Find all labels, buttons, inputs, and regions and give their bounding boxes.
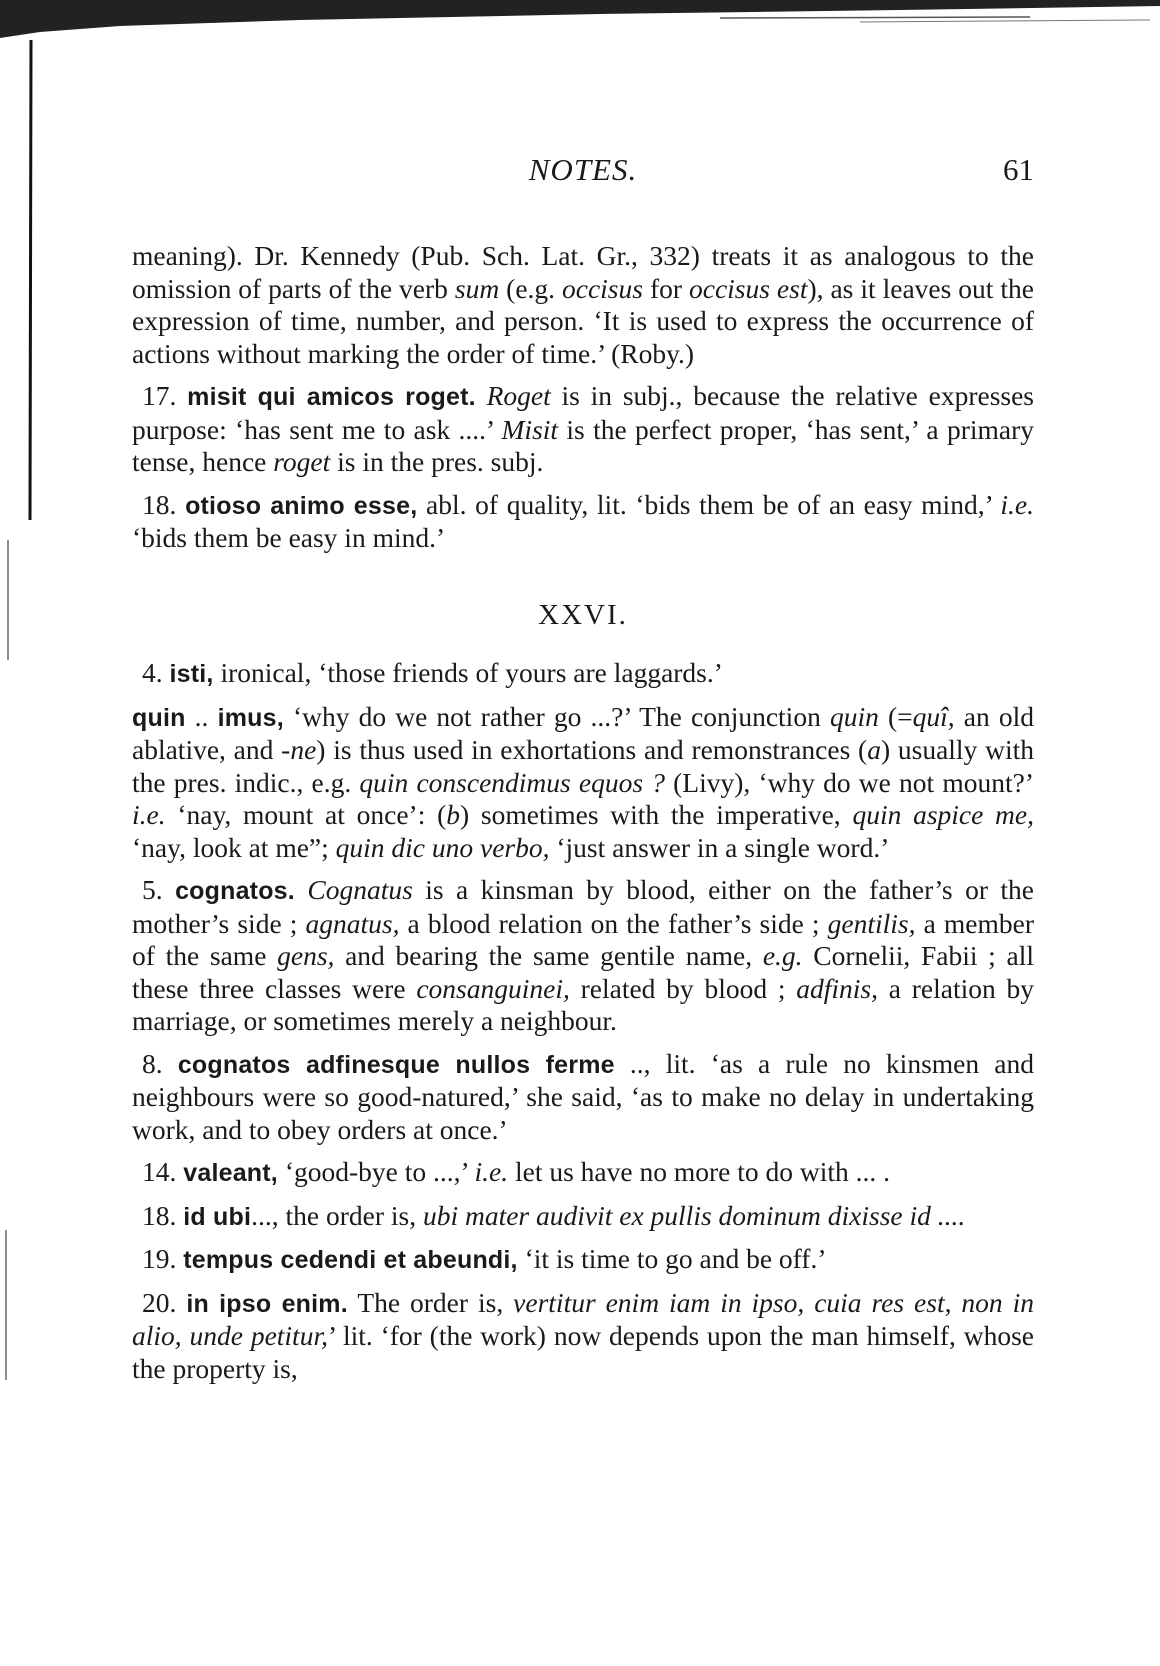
body-text: The order is, (347, 1286, 514, 1318)
lemma-text: quin (132, 703, 186, 732)
italic-text: quin (829, 700, 879, 732)
note-paragraph (132, 657, 1034, 691)
body-text: ‘bids them be easy in mind.’ (132, 522, 446, 553)
italic-text: vertitur enim iam in ipso, cuia res est, non in alio, unde petitur, (132, 1286, 1034, 1351)
section-heading: XXVI. (538, 598, 628, 631)
body-text (476, 380, 487, 411)
line-number: 5. (142, 874, 163, 905)
italic-text: ubi mater audivit ex pullis dominum dixisse id .... (422, 1199, 966, 1231)
italic-text: gens, (277, 940, 335, 971)
italic-text: -ne (281, 734, 317, 765)
italic-text: Misit (501, 413, 559, 445)
line-number: 18. (142, 488, 177, 520)
body-text: a member of the same (132, 907, 1034, 971)
italic-text: i.e. (1000, 488, 1034, 520)
body-text: ‘why do we not rather go ...?’ The conjunction (283, 700, 830, 732)
italic-text: quin aspice me, (852, 799, 1034, 830)
italic-text: b (446, 799, 460, 830)
line-number: 4. (142, 657, 163, 688)
page-number: 61 (1003, 152, 1034, 187)
italic-text: sum (454, 272, 500, 304)
body-text: abl. of quality, lit. ‘bids them be of an easy mind,’ (417, 488, 1001, 520)
body-text: for (642, 272, 689, 304)
italic-text: quî, (912, 700, 955, 732)
body-text: ..., the order is, (251, 1199, 423, 1231)
body-text: .., lit. ‘as a rule no kinsmen and neighbours were so good-natured,’ she said, ‘as to make no delay in undertaking work, and to obey orders at once.’ (132, 1047, 1035, 1145)
body-text: meaning). Dr. Kennedy (Pub. Sch. Lat. Gr., 332) treats it as analogous to the omission of parts of the verb (132, 240, 1034, 304)
italic-text: Cognatus (307, 874, 413, 905)
lemma-text: imus, (217, 703, 284, 732)
lemma-text: otioso animo esse, (185, 491, 418, 520)
note-paragraph (132, 1243, 1034, 1277)
body-text: let us have no more to do with ... . (508, 1156, 890, 1187)
running-title: NOTES. (528, 152, 638, 187)
body-text: ) usually with the pres. indic., e.g. (132, 734, 1034, 798)
lemma-text: misit qui amicos roget. (187, 383, 476, 411)
italic-text: Roget (486, 380, 551, 411)
body-text: ‘good-bye to ...,’ (277, 1156, 475, 1187)
lemma-text: isti, (169, 660, 214, 688)
body-text: ) sometimes with the imperative, (460, 799, 853, 830)
body-text: and bearing the same gentile name, (334, 940, 763, 971)
italic-text: quin dic uno verbo, (335, 831, 550, 863)
note-paragraph (132, 489, 1034, 555)
body-text: Cornelii, Fabii ; all these three classes were (132, 940, 1034, 1004)
line-number: 18. (142, 1199, 177, 1231)
italic-text: a (867, 734, 881, 765)
body-text: is a kinsman by blood, either on the father’s or the mother’s side ; (132, 874, 1035, 939)
body-text: a relation by marriage, or sometimes merely a neighbour. (132, 972, 1034, 1036)
note-paragraph (132, 380, 1034, 479)
lemma-text: cognatos. (175, 877, 295, 905)
italic-text: occisus est (688, 272, 808, 304)
italic-text: quin conscendimus equos ? (359, 766, 665, 798)
line-number: 14. (142, 1156, 177, 1187)
note-paragraph (132, 1156, 1034, 1190)
italic-text: agnatus, (305, 907, 400, 939)
scan-top-edge (0, 0, 1160, 40)
note-paragraph (132, 1048, 1034, 1147)
line-number: 20. (142, 1286, 177, 1318)
body-text: a blood relation on the father’s side ; (399, 907, 828, 939)
lemma-text: tempus cedendi et abeundi, (183, 1246, 518, 1274)
body-text: is the perfect proper, ‘has sent,’ a primary tense, hence (132, 413, 1034, 477)
body-text: .. (185, 700, 218, 732)
text-paragraph (132, 701, 1034, 865)
running-head (132, 152, 1034, 198)
lemma-text: in ipso enim. (186, 1289, 348, 1318)
lemma-text: cognatos adfinesque nullos ferme (177, 1050, 615, 1079)
note-paragraph (132, 1200, 1034, 1234)
body-text: ‘nay, mount at once’: ( (165, 799, 447, 830)
scan-left-edge (0, 40, 40, 1640)
text-paragraph (132, 240, 1034, 370)
italic-text: roget (273, 446, 331, 477)
body-text: an old ablative, and (132, 700, 1034, 765)
notes-body (132, 240, 1034, 1395)
body-text: (e.g. (499, 272, 562, 304)
line-number: 17. (142, 380, 177, 411)
body-text (295, 874, 307, 905)
italic-text: occisus (562, 272, 643, 304)
line-number: 8. (142, 1047, 163, 1079)
note-paragraph (132, 874, 1034, 1038)
line-number: 19. (142, 1243, 177, 1274)
italic-text: i.e. (474, 1156, 509, 1187)
body-text: ‘just answer in a single word.’ (549, 831, 890, 863)
italic-text: adfinis, (796, 972, 878, 1004)
body-text: ) is thus used in exhortations and remonstrances ( (316, 734, 868, 765)
body-text: is in subj., because the relative expresses purpose: ‘has sent me to ask ....’ (132, 380, 1035, 445)
body-text: ‘nay, look at me”; (132, 831, 336, 863)
body-text: (= (878, 700, 913, 732)
italic-text: consanguinei, (416, 972, 570, 1004)
lemma-text: valeant, (183, 1159, 278, 1187)
note-paragraph (132, 1287, 1034, 1386)
lemma-text: id ubi (183, 1202, 252, 1231)
body-text: ’ lit. ‘for (the work) now depends upon the man himself, whose the property is, (132, 1320, 1034, 1384)
body-text: is in the pres. subj. (330, 446, 544, 477)
body-text: ), as it leaves out the expression of time, number, and person. ‘It is used to express the occurrence of actions without marking the order of time.’ (Roby.) (132, 272, 1034, 369)
italic-text: gentilis, (827, 907, 916, 939)
body-text: ironical, ‘those friends of yours are laggards.’ (213, 657, 723, 688)
body-text: related by blood ; (569, 972, 797, 1004)
body-text: ‘it is time to go and be off.’ (517, 1243, 827, 1274)
body-text: (Livy), ‘why do we not mount?’ (664, 766, 1034, 798)
italic-text: e.g. (762, 940, 803, 971)
italic-text: i.e. (132, 799, 166, 830)
